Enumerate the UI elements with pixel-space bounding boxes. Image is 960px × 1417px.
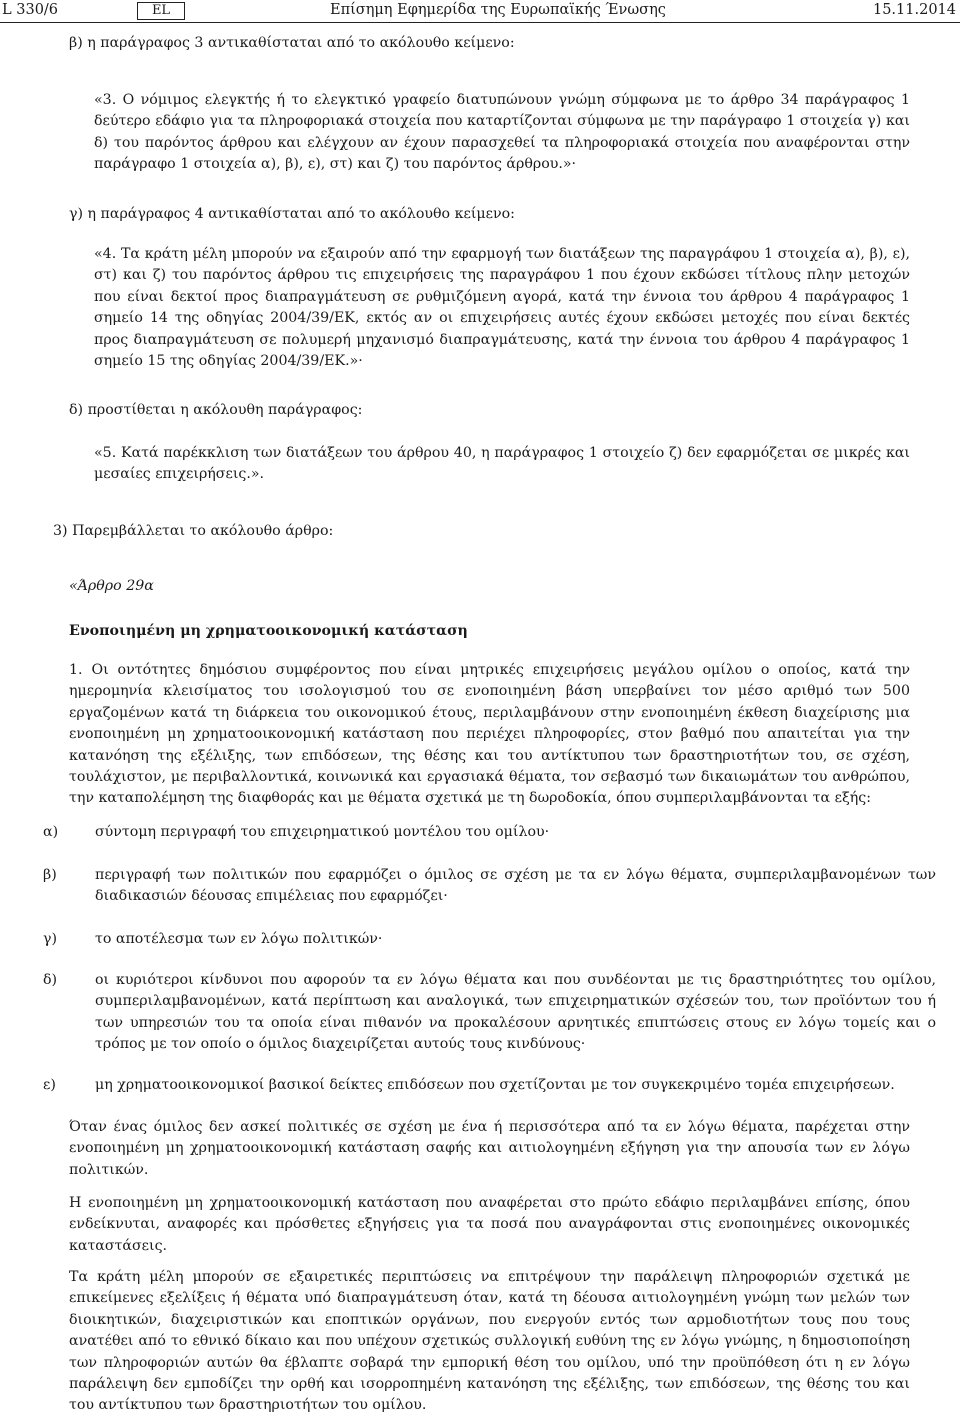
point-g-text: «4. Τα κράτη μέλη μπορούν να εξαιρούν από την εφαρμογή των διατάξεων της παραγράφου 1 στοιχεία α), β), ε), στ) και ζ) του παρόντος άρθρου τις επιχειρήσεις της παραγράφου 1 που έχουν εκδώσει τίτλους πλην μετοχών που είναι δεκτοί προς διαπραγμάτευση σε ρυθμιζόμενη αγορά, κατά την έννοια του άρθρου 4 παράγραφος 1 σημείο 14 της οδηγίας 2004/39/ΕΚ, εκτός αν οι επιχειρήσεις αυτές έχουν εκδώσει μετοχές που είναι δεκτές προς διαπραγμάτευση σε πολυμερή μηχανισμό διαπραγμάτευσης, κατά την έννοια του άρθρου 4 παράγραφος 1 σημείο 15 της οδηγίας 2004/39/ΕΚ.»·: [94, 246, 910, 370]
article-title: «Άρθρο 29α: [69, 578, 154, 594]
language-code: EL: [137, 2, 185, 20]
point-d-text: «5. Κατά παρέκκλιση των διατάξεων του άρθρου 40, η παράγραφος 1 στοιχείο ζ) δεν εφαρμόζεται σε μικρές και μεσαίες επιχειρήσεις.».: [94, 445, 910, 483]
list-label: β): [43, 867, 57, 883]
paragraph-no-policy: Όταν ένας όμιλος δεν ασκεί πολιτικές σε σχέση με ένα ή περισσότερα από τα εν λόγω θέματα, παρέχεται στην ενοποιημένη μη χρηματοοικονομική κατάσταση σαφής και αιτιολογημένη εξήγηση για την απουσία των εν λόγω πολιτικών.: [69, 1119, 910, 1178]
list-text: σύντομη περιγραφή του επιχειρηματικού μοντέλου του ομίλου·: [95, 824, 550, 840]
item-3-intro: 3) Παρεμβάλλεται το ακόλουθο άρθρο:: [53, 523, 334, 539]
list-item: [43, 970, 936, 1056]
publication-date: 15.11.2014: [872, 2, 956, 18]
paragraph-member-states: Τα κράτη μέλη μπορούν σε εξαιρετικές περιπτώσεις να επιτρέψουν την παράλειψη πληροφοριών σχετικά με επικείμενες εξελίξεις ή θέματα υπό διαπραγμάτευση όταν, κατά τη δέουσα αιτιολογημένη γνώμη των μελών των διοικητικών, διαχειριστικών και εποπτικών οργάνων, που ενεργούν εντός των αρμοδιοτήτων τους που τους ανατέθει από το εθνικό δίκαιο και που υπέχουν σχετικώς συλλογική ευθύνη της εν λόγω γνώμης, η δημοσιοποίηση των πληροφοριών αυτών θα έβλαπτε σοβαρά την εμπορική θέση του ομίλου, υπό την προϋπόθεση ότι η εν λόγω παράλειψη δεν εμποδίζει την ορθή και ισορροπημένη κατανόηση της εξέλιξης, των επιδόσεων, της θέσης του και του αντίκτυπου των δραστηριοτήτων του ομίλου.: [69, 1269, 910, 1414]
paragraph-1: 1. Οι οντότητες δημόσιου συμφέροντος που είναι μητρικές επιχειρήσεις μεγάλου ομίλου ο οποίος, κατά την ημερομηνία κλεισίματος του ισολογισμού του σε ενοποιημένη βάση υπερβαίνει τον μέσο αριθμό των 500 εργαζομένων κατά τη διάρκεια του οικονομικού έτους, περιλαμβάνουν στην ενοποιημένη έκθεση διαχείρισης μια ενοποιημένη μη χρηματοοικονομική κατάσταση που περιέχει πληροφορίες, στον βαθμό που απαιτείται για την κατανόηση της εξέλιξης, των επιδόσεων, της θέσης και του αντίκτυπου των δραστηριοτήτων του, σε σχέση, τουλάχιστον, με περιβαλλοντικά, κοινωνικά και εργασιακά θέματα, τον σεβασμό των δικαιωμάτων του ανθρώπου, την καταπολέμηση της διαφθοράς και με θέματα σχετικά με τη δωροδοκία, όπου συμπεριλαμβάνονται τα εξής:: [69, 662, 910, 807]
page-reference: L 330/6: [2, 2, 59, 18]
article-heading: Ενοποιημένη μη χρηματοοικονομική κατάσταση: [69, 623, 468, 639]
list-text: μη χρηματοοικονομικοί βασικοί δείκτες επιδόσεων που σχετίζονται με τον συγκεκριμένο τομέα επιχειρήσεων.: [95, 1077, 895, 1093]
list-text: περιγραφή των πολιτικών που εφαρμόζει ο όμιλος σε σχέση με τα εν λόγω θέματα, συμπεριλαμβανομένων των διαδικασιών δέουσας επιμέλειας που εφαρμόζει·: [95, 867, 936, 905]
list-item: [43, 822, 936, 843]
point-d-intro: δ) προστίθεται η ακόλουθη παράγραφος:: [69, 402, 363, 418]
page-header: [0, 0, 960, 22]
list-label: γ): [43, 931, 58, 947]
header-rule: [0, 22, 960, 23]
list-item: [43, 865, 936, 908]
list-item: [43, 1075, 936, 1096]
list-item: [43, 929, 936, 950]
list-label: δ): [43, 972, 58, 988]
point-b-intro: β) η παράγραφος 3 αντικαθίσταται από το ακόλουθο κείμενο:: [69, 35, 515, 51]
list-text: το αποτέλεσμα των εν λόγω πολιτικών·: [95, 931, 383, 947]
list-label: ε): [43, 1077, 56, 1093]
paragraph-references: Η ενοποιημένη μη χρηματοοικονομική κατάσταση που αναφέρεται στο πρώτο εδάφιο περιλαμβάνει επίσης, όπου ενδείκνυται, αναφορές και πρόσθετες εξηγήσεις για τα ποσά που αναγράφονται στις ενοποιημένες οικονομικές καταστάσεις.: [69, 1195, 910, 1254]
point-g-intro: γ) η παράγραφος 4 αντικαθίσταται από το ακόλουθο κείμενο:: [69, 206, 515, 222]
journal-title: Επίσημη Εφημερίδα της Ευρωπαϊκής Ένωσης: [330, 2, 666, 18]
list-text: οι κυριότεροι κίνδυνοι που αφορούν τα εν λόγω θέματα και που συνδέονται με τις δραστηριότητες του ομίλου, συμπεριλαμβανομένων, κατά περίπτωση και αναλογικά, των επιχειρηματικών σχέσεών του, των προϊόντων του ή των υπηρεσιών του τα οποία είναι πιθανόν να προκαλέσουν αρνητικές επιπτώσεις στους εν λόγω τομείς και ο τρόπος με τον οποίο ο όμιλος διαχειρίζεται αυτούς τους κινδύνους·: [95, 972, 936, 1053]
point-b-text: «3. Ο νόμιμος ελεγκτής ή το ελεγκτικό γραφείο διατυπώνουν γνώμη σύμφωνα με το άρθρο 34 παράγραφος 1 δεύτερο εδάφιο για τα πληροφοριακά στοιχεία που καταρτίζονται σύμφωνα με την παράγραφο 1 στοιχεία γ) και δ) του παρόντος άρθρου και ελέγχουν αν έχουν παρασχεθεί τα πληροφοριακά στοιχεία που αναφέρονται στην παράγραφο 1 στοιχεία α), β), ε), στ) και ζ) του παρόντος άρθρου.»·: [94, 92, 910, 173]
list-label: α): [43, 824, 59, 840]
